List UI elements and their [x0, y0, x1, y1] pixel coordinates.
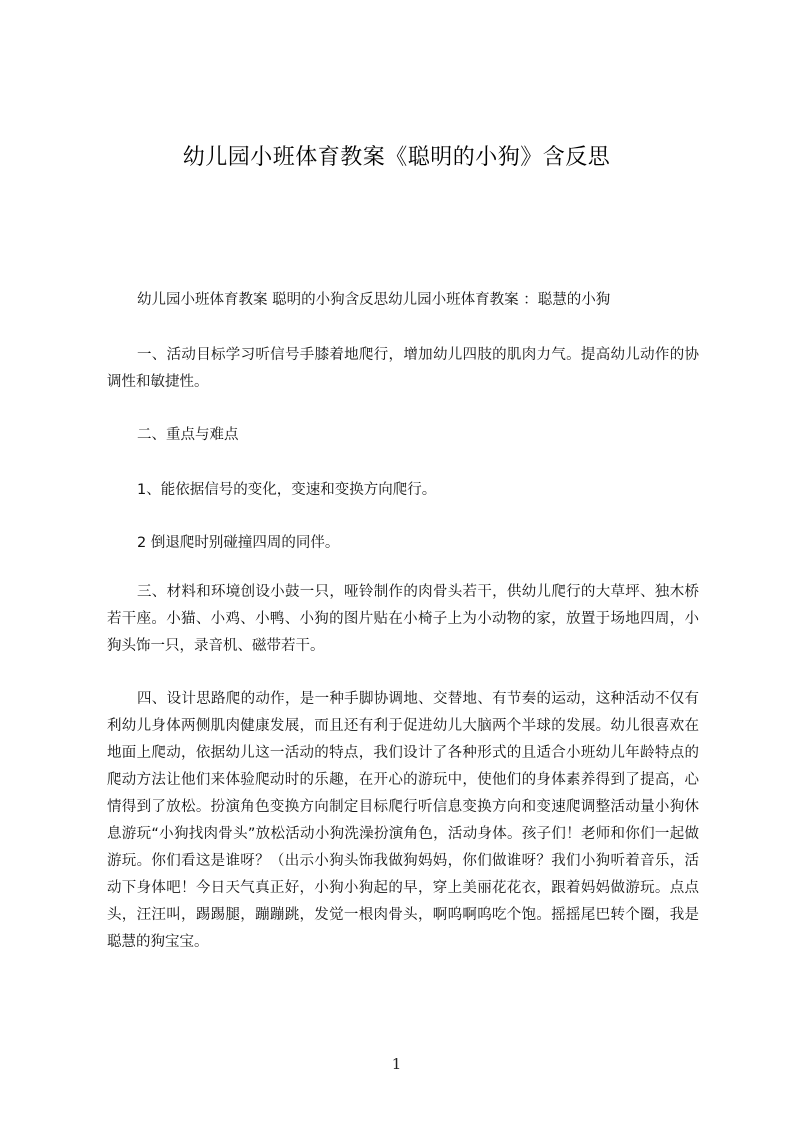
- key-points-heading: 二、重点与难点: [137, 427, 239, 443]
- key-point-2: 2 倒退爬时别碰撞四周的同伴。: [137, 535, 340, 551]
- design-idea-paragraph: 四、设计思路爬的动作，是一种手脚协调地、交替地、有节奏的运动，这种活动不仅有利幼儿身体两侧肌肉健康发展，而且还有利于促进幼儿大脑两个半球的发展。幼儿很喜欢在地面上爬动，依据幼儿这一活动的特点，我们设计了各种形式的且适合小班幼儿年龄特点的爬动方法让他们来体验爬动时的乐趣，在开心的游玩中，使他们的身体素养得到了提高，心情得到了放松。扮演角色变换方向制定目标爬行听信息变换方向和变速爬调整活动量小狗休息游玩“小狗找肉骨头”放松活动小狗洗澡扮演角色，活动身体。孩子们！老师和你们一起做游玩。你们看这是谁呀？（出示小狗头饰我做狗妈妈，你们做谁呀？我们小狗听着音乐，活动下身体吧！今日天气真正好，小狗小狗起的早，穿上美丽花花衣，跟着妈妈做游玩。点点头，汪汪叫，踢踢腿，蹦蹦跳，发觉一根肉骨头，啊呜啊呜吃个饱。摇摇尾巴转个圈，我是聪慧的狗宝宝。: [107, 691, 699, 950]
- key-point-1: 1、能依据信号的变化，变速和变换方向爬行。: [137, 482, 437, 498]
- document-title: 幼儿园小班体育教案《聪明的小狗》含反思: [182, 145, 611, 170]
- materials-paragraph: 三、材料和环境创设小鼓一只，哑铃制作的肉骨头若干，供幼儿爬行的大草坪、独木桥若干座。小猫、小鸡、小鸭、小狗的图片贴在小椅子上为小动物的家，放置于场地四周，小狗头饰一只，录音机、磁带若干。: [107, 584, 699, 654]
- activity-goal-paragraph: 一、活动目标学习听信号手膝着地爬行，增加幼儿四肢的肌肉力气。提高幼儿动作的协调性和敏捷性。: [107, 347, 699, 390]
- subtitle-paragraph: 幼儿园小班体育教案 聪明的小狗含反思幼儿园小班体育教案 ：聪慧的小狗: [137, 292, 611, 308]
- page-number: 1: [391, 1055, 402, 1073]
